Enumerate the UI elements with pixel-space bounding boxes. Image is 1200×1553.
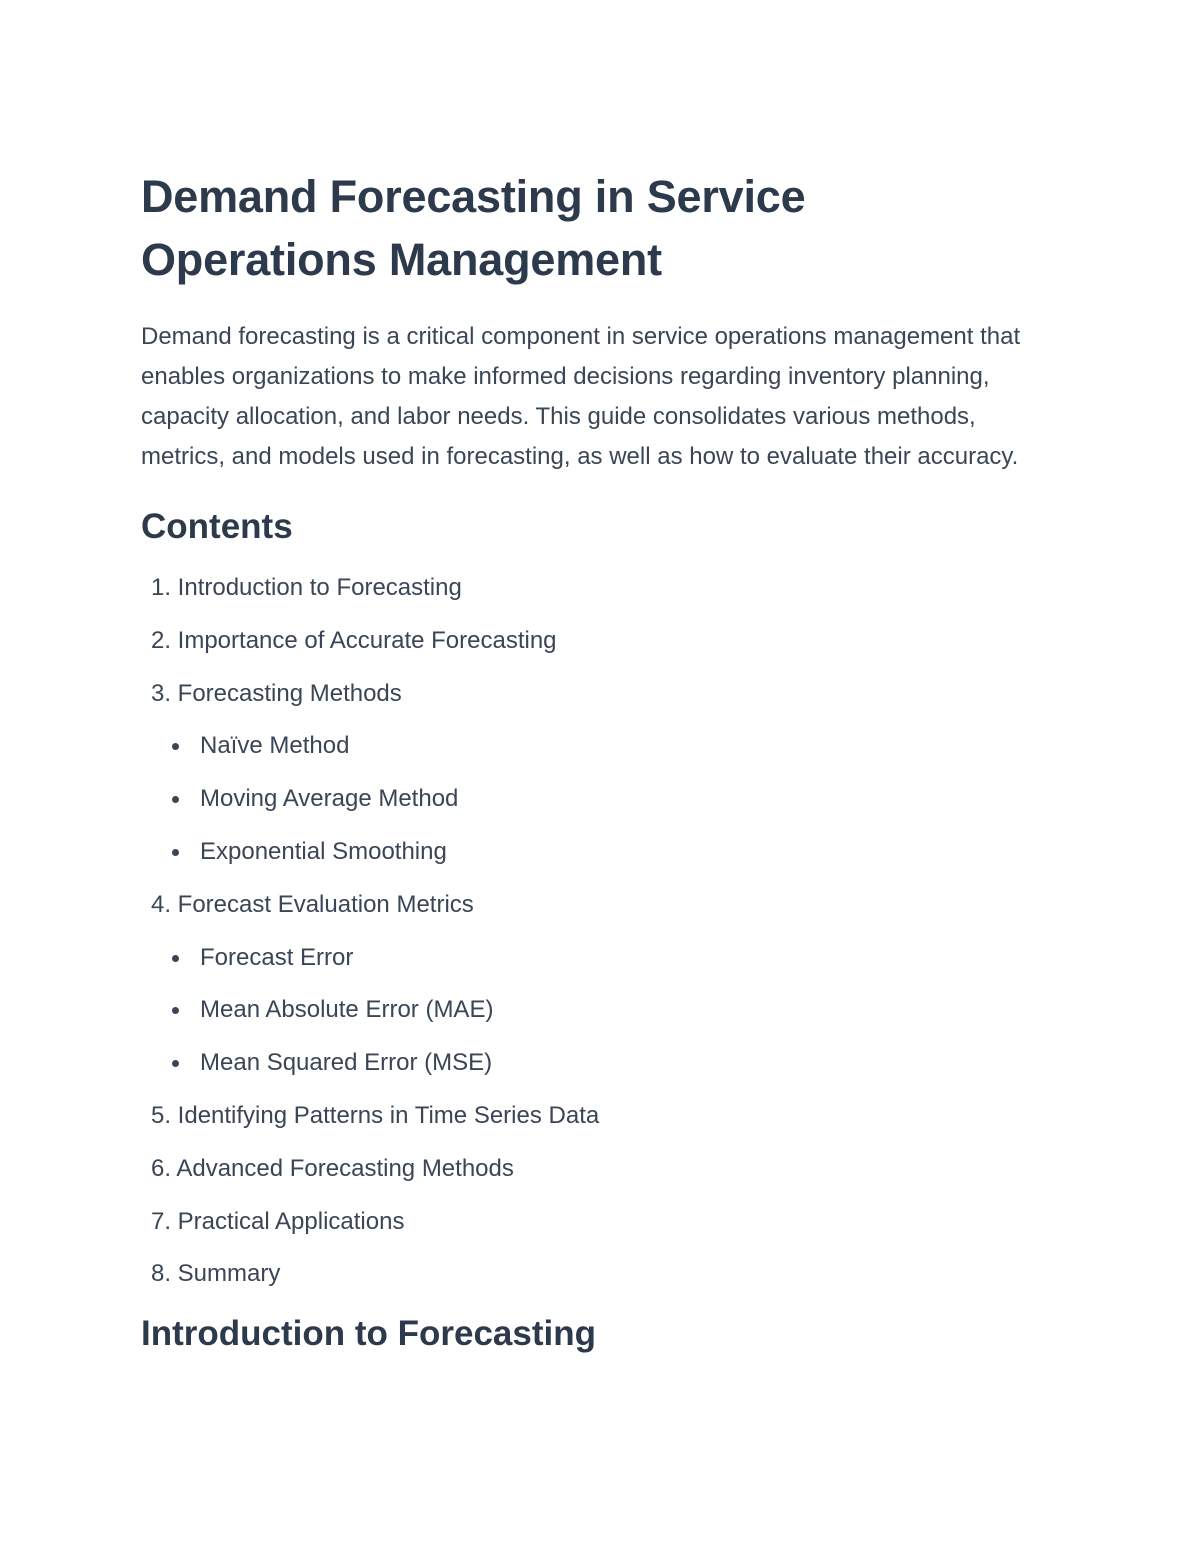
toc-item [141,626,1041,656]
table-of-contents [141,573,1041,1289]
bullet-icon [172,1060,179,1067]
toc-item [141,1154,1041,1184]
toc-item [141,1207,1041,1237]
toc-sublist [141,731,1041,867]
toc-item-label: Advanced Forecasting Methods [176,1154,514,1182]
toc-item-label: Importance of Accurate Forecasting [177,626,557,654]
document-page [141,165,1041,1356]
toc-item-number: 6. [150,1154,171,1182]
toc-item-number: 1. [150,574,171,601]
bullet-icon [172,743,179,750]
document-title: Demand Forecasting in Service Operations Management [141,171,806,285]
toc-item-number: 5. [150,1101,171,1129]
toc-item [141,679,1041,867]
contents-heading: Contents [141,507,293,546]
toc-sublist [141,943,1041,1079]
toc-subitem [141,943,1041,973]
bullet-icon [172,1007,179,1014]
section-heading-introduction: Introduction to Forecasting [141,1314,596,1354]
toc-subitem [141,995,1041,1025]
toc-item-label: Summary [177,1260,281,1288]
toc-item-label: Introduction to Forecasting [177,574,462,601]
toc-item-label: Practical Applications [177,1207,405,1235]
toc-item-number: 4. [150,890,171,918]
toc-item-number: 7. [150,1207,171,1235]
toc-subitem [141,1048,1041,1078]
toc-subitem-label: Moving Average Method [200,785,459,813]
toc-subitem [141,784,1041,814]
toc-item [141,573,1041,603]
toc-subitem [141,731,1041,761]
intro-paragraph: Demand forecasting is a critical component in service operations management that enables organizations to make informed decisions regarding inventory planning, capacity allocation, and labor needs. This guide consolidates various methods, metrics, and models used in forecasting, as well as how to evaluate their accuracy. [141,323,1021,470]
toc-subitem-label: Mean Squared Error (MSE) [200,1049,493,1077]
toc-item [141,1101,1041,1131]
toc-subitem-label: Naïve Method [200,732,350,760]
toc-subitem-label: Mean Absolute Error (MAE) [200,996,494,1024]
bullet-icon [172,849,179,856]
toc-item-number: 3. [150,679,171,707]
bullet-icon [172,955,179,962]
toc-item-label: Forecast Evaluation Metrics [177,890,474,918]
toc-item-label: Identifying Patterns in Time Series Data [177,1101,600,1129]
toc-subitem [141,837,1041,867]
toc-item-number: 2. [150,626,171,654]
toc-subitem-label: Exponential Smoothing [200,837,447,865]
toc-item-number: 8. [150,1260,171,1288]
toc-subitem-label: Forecast Error [200,943,354,971]
toc-item [141,1259,1041,1289]
toc-item [141,890,1041,1078]
toc-item-label: Forecasting Methods [177,679,402,707]
bullet-icon [172,796,179,803]
